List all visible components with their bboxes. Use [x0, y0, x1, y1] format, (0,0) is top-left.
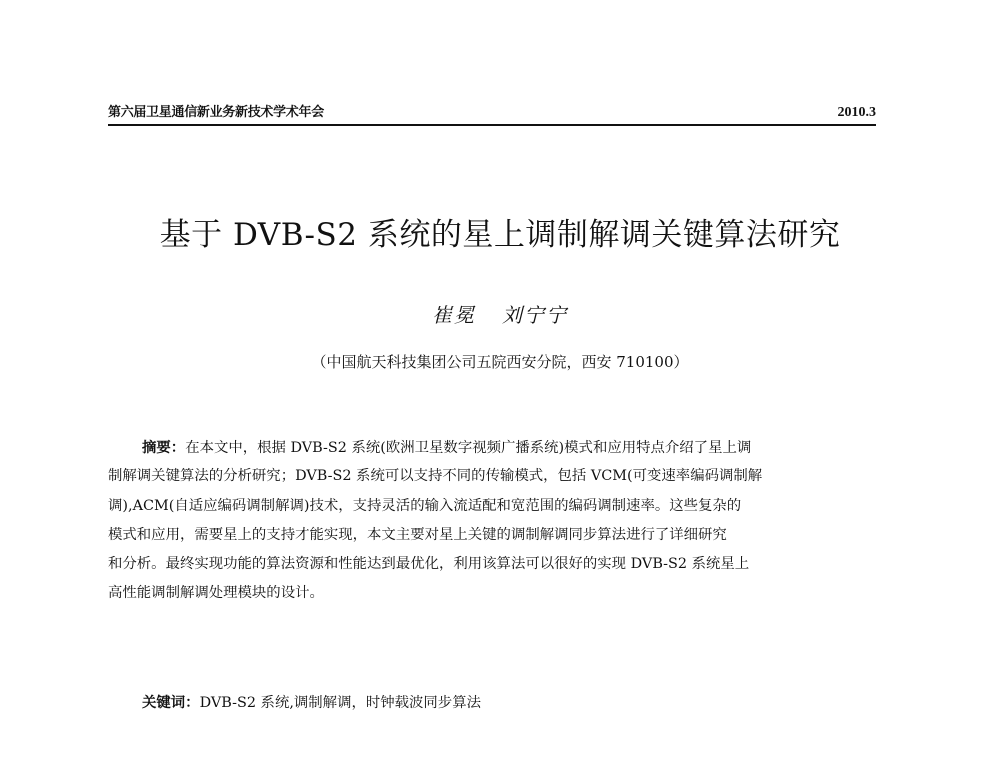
publication-date: 2010.3: [837, 105, 876, 120]
abstract-line: 和分析。最终实现功能的算法资源和性能达到最优化，利用该算法可以很好的实现 DVB-S2 系统星上: [108, 556, 750, 573]
abstract-line: 高性能调制解调处理模块的设计。: [108, 585, 324, 602]
author-affiliation: （中国航天科技集团公司五院西安分院，西安 710100）: [311, 353, 689, 371]
header-divider: [108, 124, 876, 126]
keywords: [142, 692, 481, 714]
abstract-text: 在本文中，根据 DVB-S2 系统(欧洲卫星数字视频广播系统)模式和应用特点介绍了星上调: [185, 440, 752, 456]
abstract-line: 调),ACM(自适应编码调制解调)技术，支持灵活的输入流适配和宽范围的编码调制速率。这些复杂的: [108, 497, 742, 514]
author-name: 刘宁宁: [502, 303, 568, 327]
running-header: [108, 104, 876, 126]
abstract-line: [108, 433, 878, 462]
paper-title: 基于 DVB-S2 系统的星上调制解调关键算法研究: [159, 216, 841, 253]
abstract: [108, 433, 878, 609]
conference-name: 第六届卫星通信新业务新技术学术年会: [108, 105, 324, 120]
author-name: 崔冕: [432, 303, 476, 327]
keywords-text: DVB-S2 系统,调制解调，时钟载波同步算法: [199, 695, 481, 711]
abstract-label: 摘要：: [142, 439, 186, 456]
abstract-line: 模式和应用，需要星上的支持才能实现，本文主要对星上关键的调制解调同步算法进行了详细研究: [108, 526, 727, 543]
abstract-line: 制解调关键算法的分析研究；DVB-S2 系统可以支持不同的传输模式，包括 VCM(可变速率编码调制解: [108, 468, 763, 485]
author-list: [0, 302, 1000, 328]
keywords-label: 关键词：: [142, 694, 200, 711]
